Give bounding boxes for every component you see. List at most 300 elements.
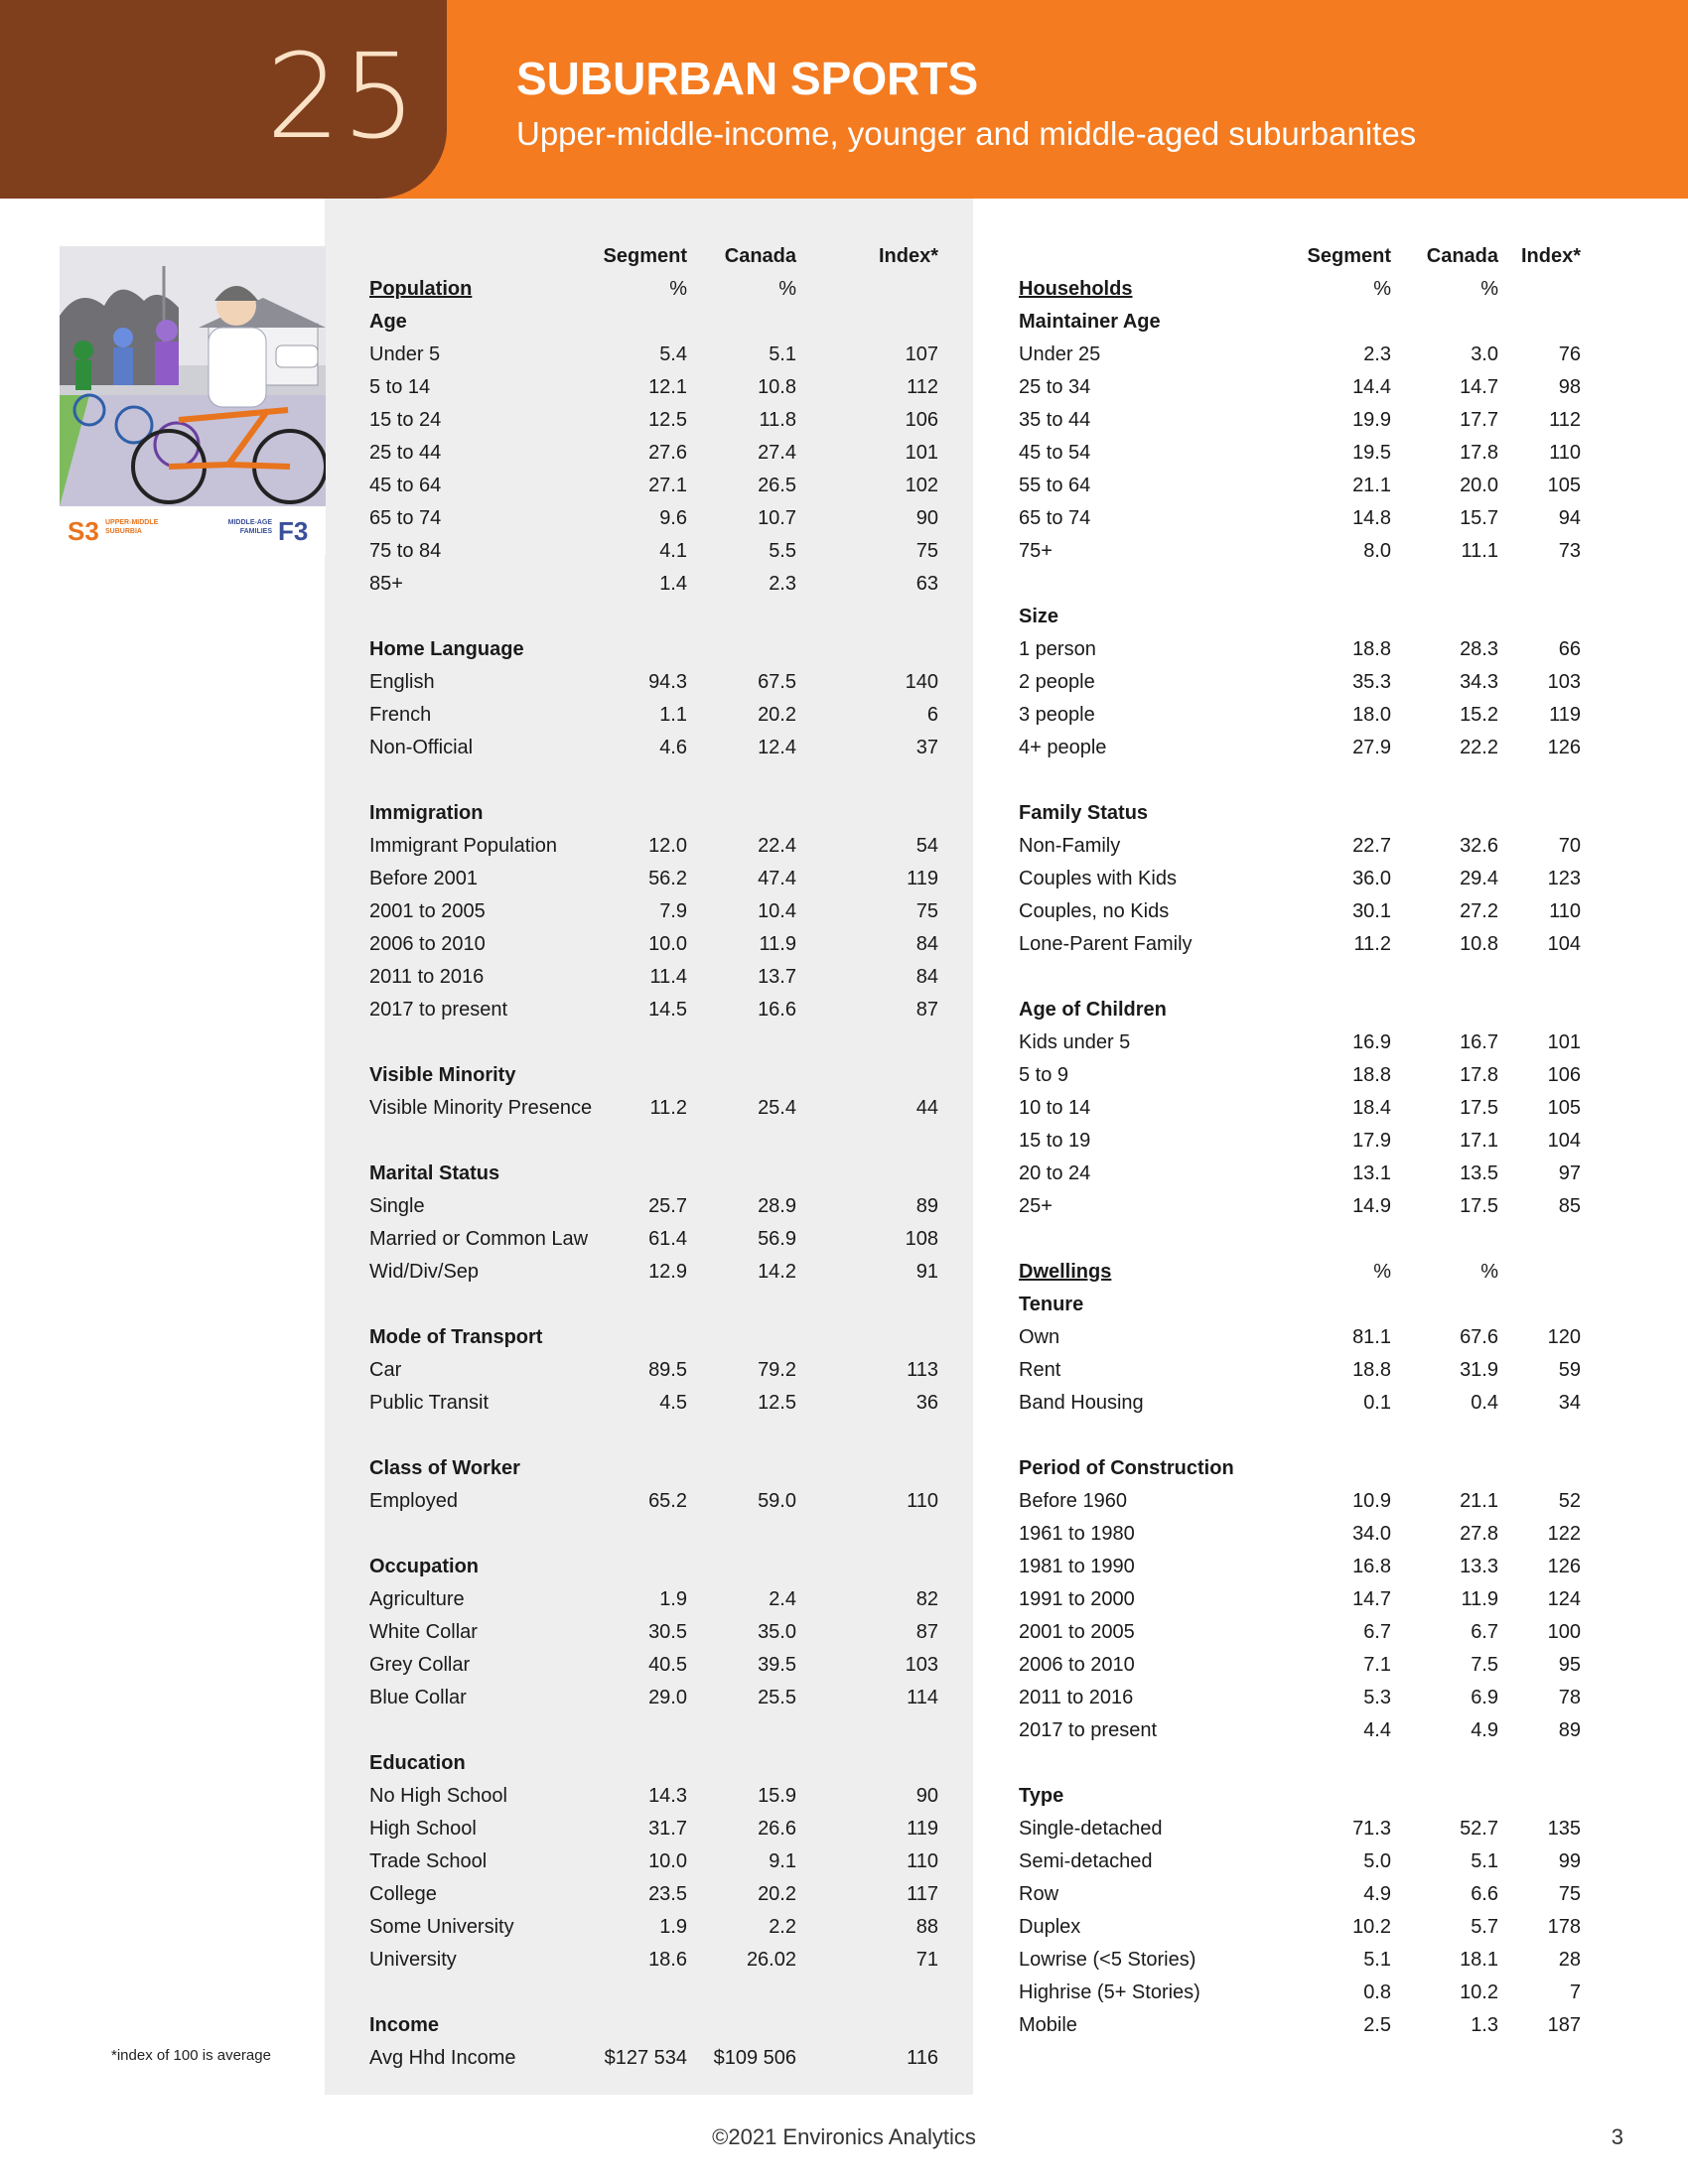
table-row (369, 2042, 955, 2075)
segment-number: 25 (266, 28, 418, 165)
spacer-row (1019, 568, 1634, 601)
table-row (369, 568, 955, 601)
row-label: 2017 to present (1019, 1719, 1157, 1741)
segment-value: 18.6 (648, 1949, 687, 1971)
index-value: 75 (915, 900, 938, 922)
segment-value: 18.8 (1352, 638, 1391, 660)
canada-value: 10.4 (758, 900, 796, 922)
segment-value: 56.2 (648, 868, 687, 889)
index-footnote: *index of 100 is average (111, 2047, 271, 2064)
badge-left-line1: UPPER-MIDDLE (105, 519, 159, 526)
canada-value: 9.1 (769, 1850, 796, 1872)
index-value: 94 (1558, 507, 1581, 529)
row-label: 85+ (369, 573, 403, 595)
canada-unit: % (778, 278, 796, 300)
row-label: 15 to 24 (369, 409, 442, 431)
segment-value: 12.1 (648, 376, 687, 398)
segment-value: $127 534 (604, 2047, 687, 2069)
row-label: 2006 to 2010 (369, 933, 486, 955)
canada-value: 11.9 (759, 933, 796, 955)
segment-value: 81.1 (1352, 1326, 1391, 1348)
index-value: 120 (1547, 1326, 1581, 1348)
index-value: 44 (915, 1097, 938, 1119)
row-label: Lowrise (<5 Stories) (1019, 1949, 1196, 1971)
segment-value: 31.7 (648, 1818, 687, 1840)
row-label: 25 to 44 (369, 442, 442, 464)
canada-value: 14.7 (1460, 376, 1498, 398)
table-row (1019, 1911, 1634, 1944)
index-value: 90 (915, 1785, 938, 1807)
row-label: Blue Collar (369, 1687, 467, 1708)
row-label: 2017 to present (369, 999, 507, 1021)
canada-value: 16.7 (1460, 1031, 1498, 1053)
row-label: Band Housing (1019, 1392, 1144, 1414)
canada-value: 17.1 (1460, 1130, 1498, 1152)
category-heading: Size (1019, 606, 1059, 627)
index-value: 135 (1547, 1818, 1581, 1840)
segment-value: 21.1 (1352, 475, 1391, 496)
index-value: 114 (907, 1687, 938, 1708)
canada-value: 12.5 (758, 1392, 796, 1414)
row-label: 10 to 14 (1019, 1097, 1091, 1119)
row-label: 1 person (1019, 638, 1096, 660)
canada-value: 27.4 (758, 442, 796, 464)
index-value: 84 (915, 933, 938, 955)
canada-value: 34.3 (1460, 671, 1498, 693)
row-label: 45 to 64 (369, 475, 442, 496)
index-value: 113 (907, 1359, 938, 1381)
table-row (1019, 1714, 1634, 1747)
table-row (1019, 535, 1634, 568)
row-label: Row (1019, 1883, 1059, 1905)
table-row (1019, 666, 1634, 699)
canada-value: 11.9 (1461, 1588, 1498, 1610)
index-value: 106 (1547, 1064, 1581, 1086)
row-label: 15 to 19 (1019, 1130, 1091, 1152)
table-row (1019, 404, 1634, 437)
canada-value: 5.1 (1471, 1850, 1498, 1872)
index-value: 84 (915, 966, 938, 988)
badge-left-line2: SUBURBIA (105, 528, 142, 535)
canada-value: 26.6 (758, 1818, 796, 1840)
segment-value: 14.4 (1352, 376, 1391, 398)
section-title: Dwellings (1019, 1261, 1112, 1283)
segment-value: 71.3 (1352, 1818, 1391, 1840)
segment-value: 16.9 (1352, 1031, 1391, 1053)
row-label: Before 2001 (369, 868, 478, 889)
page-number: 3 (1611, 2124, 1623, 2149)
segment-value: 5.3 (1363, 1687, 1391, 1708)
row-label: 35 to 44 (1019, 409, 1091, 431)
row-label: Immigrant Population (369, 835, 557, 857)
segment-value: 14.8 (1352, 507, 1391, 529)
canada-value: 15.7 (1460, 507, 1498, 529)
index-value: 54 (915, 835, 938, 857)
row-label: Under 5 (369, 343, 441, 365)
table-row (369, 666, 955, 699)
badge-right-line1: MIDDLE-AGE (227, 519, 272, 526)
canada-value: 5.1 (769, 343, 796, 365)
table-row (369, 437, 955, 470)
index-value: 97 (1558, 1162, 1581, 1184)
canada-value: 52.7 (1460, 1818, 1498, 1840)
canada-value: 17.8 (1460, 442, 1498, 464)
canada-value: 10.7 (758, 507, 796, 529)
segment-value: 0.8 (1363, 1981, 1391, 2003)
table-row (1019, 1125, 1634, 1158)
index-value: 124 (1547, 1588, 1581, 1610)
table-row (1019, 1026, 1634, 1059)
segment-number-block (0, 0, 447, 199)
table-row (369, 1845, 955, 1878)
spacer-row (1019, 961, 1634, 994)
index-value: 106 (905, 409, 938, 431)
segment-title: SUBURBAN SPORTS (516, 53, 979, 104)
spacer-row (369, 764, 955, 797)
row-label: 75+ (1019, 540, 1053, 562)
index-value: 112 (907, 376, 938, 398)
index-value: 91 (915, 1261, 938, 1283)
canada-value: 35.0 (758, 1621, 796, 1643)
canada-value: 25.4 (758, 1097, 796, 1119)
category-heading: Education (369, 1752, 466, 1774)
index-value: 126 (1547, 1556, 1581, 1577)
row-label: 1961 to 1980 (1019, 1523, 1135, 1545)
table-row (369, 535, 955, 568)
row-label: Avg Hhd Income (369, 2047, 516, 2069)
row-label: Trade School (369, 1850, 488, 1872)
segment-value: 27.1 (648, 475, 687, 496)
row-label: 25+ (1019, 1195, 1053, 1217)
segment-value: 5.0 (1363, 1850, 1391, 1872)
row-label: 3 people (1019, 704, 1095, 726)
segment-value: 1.9 (659, 1588, 687, 1610)
table-row (1019, 1321, 1634, 1354)
footer-copyright: ©2021 Environics Analytics (712, 2124, 976, 2149)
table-row (369, 961, 955, 994)
category-heading-row (369, 306, 955, 339)
table-row (369, 1190, 955, 1223)
canada-value: 13.7 (758, 966, 796, 988)
segment-value: 23.5 (648, 1883, 687, 1905)
segment-value: 14.5 (648, 999, 687, 1021)
index-value: 187 (1547, 2014, 1581, 2036)
segment-value: 34.0 (1352, 1523, 1391, 1545)
table-row (369, 1223, 955, 1256)
segment-value: 14.9 (1352, 1195, 1391, 1217)
segment-value: 4.4 (1363, 1719, 1391, 1741)
table-row (369, 699, 955, 732)
column-canada: Canada (1426, 245, 1498, 267)
index-value: 119 (1549, 704, 1581, 726)
index-value: 98 (1558, 376, 1581, 398)
spacer-row (1019, 1420, 1634, 1452)
spacer-row (1019, 764, 1634, 797)
index-value: 107 (905, 343, 938, 365)
category-heading: Class of Worker (369, 1457, 520, 1479)
column-header-row (369, 240, 955, 273)
table-row (369, 1878, 955, 1911)
canada-value: 27.8 (1460, 1523, 1498, 1545)
category-heading: Family Status (1019, 802, 1149, 824)
table-row (369, 404, 955, 437)
category-heading-row (369, 1158, 955, 1190)
index-value: 7 (1569, 1981, 1581, 2003)
segment-value: 10.0 (648, 933, 687, 955)
category-heading: Mode of Transport (369, 1326, 543, 1348)
table-row (1019, 470, 1634, 502)
canada-value: 2.3 (769, 573, 796, 595)
canada-value: 20.2 (758, 1883, 796, 1905)
row-label: High School (369, 1818, 477, 1840)
canada-value: 11.1 (1461, 540, 1498, 562)
canada-value: 27.2 (1460, 900, 1498, 922)
table-row (1019, 371, 1634, 404)
index-value: 116 (907, 2047, 938, 2069)
category-heading: Tenure (1019, 1294, 1084, 1315)
row-label: Non-Family (1019, 835, 1121, 857)
index-value: 95 (1558, 1654, 1581, 1676)
table-row (1019, 732, 1634, 764)
canada-value: 1.3 (1471, 2014, 1498, 2036)
index-value: 89 (1558, 1719, 1581, 1741)
section-title-row (1019, 1256, 1634, 1289)
segment-value: 1.4 (659, 573, 687, 595)
table-row (1019, 1518, 1634, 1551)
segment-value: 9.6 (659, 507, 687, 529)
index-value: 112 (1549, 409, 1581, 431)
table-row (1019, 1158, 1634, 1190)
category-heading: Home Language (369, 638, 524, 660)
row-label: Own (1019, 1326, 1060, 1348)
segment-value: 7.1 (1363, 1654, 1391, 1676)
canada-unit: % (1480, 1261, 1498, 1283)
row-label: Rent (1019, 1359, 1061, 1381)
canada-value: 6.7 (1471, 1621, 1498, 1643)
spacer-row (369, 1125, 955, 1158)
canada-value: 5.5 (769, 540, 796, 562)
canada-value: 20.2 (758, 704, 796, 726)
table-row (1019, 895, 1634, 928)
segment-value: 94.3 (648, 671, 687, 693)
index-value: 75 (1558, 1883, 1581, 1905)
index-value: 63 (915, 573, 938, 595)
category-heading: Immigration (369, 802, 484, 824)
row-label: Kids under 5 (1019, 1031, 1131, 1053)
index-value: 36 (915, 1392, 938, 1414)
row-label: Under 25 (1019, 343, 1101, 365)
segment-value: 18.0 (1352, 704, 1391, 726)
canada-value: $109 506 (713, 2047, 796, 2069)
canada-value: 29.4 (1460, 868, 1498, 889)
category-heading: Type (1019, 1785, 1064, 1807)
table-row (369, 1911, 955, 1944)
segment-value: 5.1 (1363, 1949, 1391, 1971)
category-heading: Income (369, 2014, 440, 2036)
table-row (369, 371, 955, 404)
spacer-row (369, 1714, 955, 1747)
table-row (369, 1092, 955, 1125)
index-value: 90 (915, 507, 938, 529)
segment-value: 30.1 (1352, 900, 1391, 922)
table-row (1019, 1813, 1634, 1845)
table-row (1019, 2009, 1634, 2042)
index-value: 85 (1558, 1195, 1581, 1217)
segment-value: 27.9 (1352, 737, 1391, 758)
category-heading-row (369, 1321, 955, 1354)
table-row (369, 1354, 955, 1387)
segment-value: 25.7 (648, 1195, 687, 1217)
segment-value: 14.3 (648, 1785, 687, 1807)
index-value: 110 (1549, 900, 1581, 922)
spacer-row (369, 1420, 955, 1452)
table-row (369, 895, 955, 928)
population-table (369, 240, 955, 2075)
index-value: 104 (1547, 933, 1581, 955)
segment-value: 36.0 (1352, 868, 1391, 889)
canada-value: 2.4 (769, 1588, 796, 1610)
index-value: 108 (905, 1228, 938, 1250)
column-index: Index* (878, 245, 938, 267)
index-value: 6 (926, 704, 938, 726)
row-label: Duplex (1019, 1916, 1081, 1938)
table-row (1019, 1190, 1634, 1223)
segment-subtitle: Upper-middle-income, younger and middle-aged suburbanites (516, 115, 1417, 152)
index-value: 28 (1558, 1949, 1581, 1971)
table-row (369, 994, 955, 1026)
households-table-body (1019, 273, 1634, 2042)
index-value: 59 (1558, 1359, 1581, 1381)
row-label: Mobile (1019, 2014, 1077, 2036)
badge-right-code: F3 (278, 516, 309, 546)
segment-value: 18.4 (1352, 1097, 1391, 1119)
segment-value: 0.1 (1363, 1392, 1391, 1414)
table-row (1019, 699, 1634, 732)
canada-value: 59.0 (758, 1490, 796, 1512)
segment-value: 1.1 (659, 704, 687, 726)
table-row (369, 1616, 955, 1649)
table-row (369, 502, 955, 535)
index-value: 100 (1547, 1621, 1581, 1643)
category-heading-row (369, 2009, 955, 2042)
index-value: 88 (915, 1916, 938, 1938)
row-label: University (369, 1949, 457, 1971)
table-row (1019, 1387, 1634, 1420)
segment-unit: % (1373, 278, 1391, 300)
table-row (369, 732, 955, 764)
spacer-row (1019, 1223, 1634, 1256)
canada-value: 22.4 (758, 835, 796, 857)
table-row (369, 1387, 955, 1420)
index-value: 89 (915, 1195, 938, 1217)
index-value: 178 (1547, 1916, 1581, 1938)
row-label: 5 to 9 (1019, 1064, 1069, 1086)
segment-value: 19.9 (1352, 409, 1391, 431)
canada-value: 15.2 (1460, 704, 1498, 726)
segment-value: 10.9 (1352, 1490, 1391, 1512)
row-label: Employed (369, 1490, 458, 1512)
row-label: French (369, 704, 432, 726)
category-heading-row (1019, 306, 1634, 339)
segment-value: 7.9 (659, 900, 687, 922)
index-value: 71 (915, 1949, 938, 1971)
category-heading: Age of Children (1019, 999, 1167, 1021)
segment-value: 35.3 (1352, 671, 1391, 693)
canada-value: 14.2 (758, 1261, 796, 1283)
table-row (369, 1583, 955, 1616)
row-label: Highrise (5+ Stories) (1019, 1981, 1200, 2003)
canada-value: 17.7 (1460, 409, 1498, 431)
index-value: 105 (1547, 1097, 1581, 1119)
row-label: Agriculture (369, 1588, 465, 1610)
canada-value: 28.3 (1460, 638, 1498, 660)
row-label: 1981 to 1990 (1019, 1556, 1135, 1577)
table-row (369, 1649, 955, 1682)
badge-left-code: S3 (68, 516, 99, 546)
row-label: Married or Common Law (369, 1228, 589, 1250)
index-value: 105 (1547, 475, 1581, 496)
segment-value: 10.0 (648, 1850, 687, 1872)
table-row (369, 1256, 955, 1289)
table-row (1019, 1551, 1634, 1583)
table-row (1019, 863, 1634, 895)
page-header (0, 0, 1688, 199)
canada-value: 56.9 (758, 1228, 796, 1250)
index-value: 123 (1547, 868, 1581, 889)
canada-value: 20.0 (1460, 475, 1498, 496)
index-value: 34 (1558, 1392, 1581, 1414)
index-value: 66 (1558, 638, 1581, 660)
canada-value: 6.6 (1471, 1883, 1498, 1905)
row-label: 65 to 74 (369, 507, 442, 529)
segment-value: 29.0 (648, 1687, 687, 1708)
index-value: 76 (1558, 343, 1581, 365)
badge-left-text (105, 518, 158, 536)
segment-value: 18.8 (1352, 1064, 1391, 1086)
category-heading-row (1019, 601, 1634, 633)
segment-value: 4.5 (659, 1392, 687, 1414)
table-row (369, 1944, 955, 1977)
canada-value: 10.8 (1460, 933, 1498, 955)
badge-right-line2: FAMILIES (239, 528, 272, 535)
spacer-row (1019, 1747, 1634, 1780)
canada-value: 13.5 (1460, 1162, 1498, 1184)
canada-value: 32.6 (1460, 835, 1498, 857)
row-label: Public Transit (369, 1392, 490, 1414)
segment-value: 61.4 (648, 1228, 687, 1250)
segment-value: 4.6 (659, 737, 687, 758)
canada-value: 26.02 (746, 1949, 796, 1971)
canada-value: 15.9 (758, 1785, 796, 1807)
section-title: Households (1019, 278, 1133, 300)
category-heading-row (369, 633, 955, 666)
category-heading: Period of Construction (1019, 1457, 1234, 1479)
canada-value: 47.4 (758, 868, 796, 889)
category-heading-row (369, 1452, 955, 1485)
index-value: 103 (1547, 671, 1581, 693)
segment-value: 11.2 (1353, 933, 1391, 955)
spacer-row (369, 1026, 955, 1059)
table-row (1019, 339, 1634, 371)
table-row (1019, 1616, 1634, 1649)
table-row (1019, 1682, 1634, 1714)
index-value: 87 (915, 1621, 938, 1643)
table-row (1019, 1878, 1634, 1911)
column-segment: Segment (603, 245, 687, 267)
index-value: 104 (1547, 1130, 1581, 1152)
row-label: English (369, 671, 435, 693)
segment-value: 2.3 (1363, 343, 1391, 365)
